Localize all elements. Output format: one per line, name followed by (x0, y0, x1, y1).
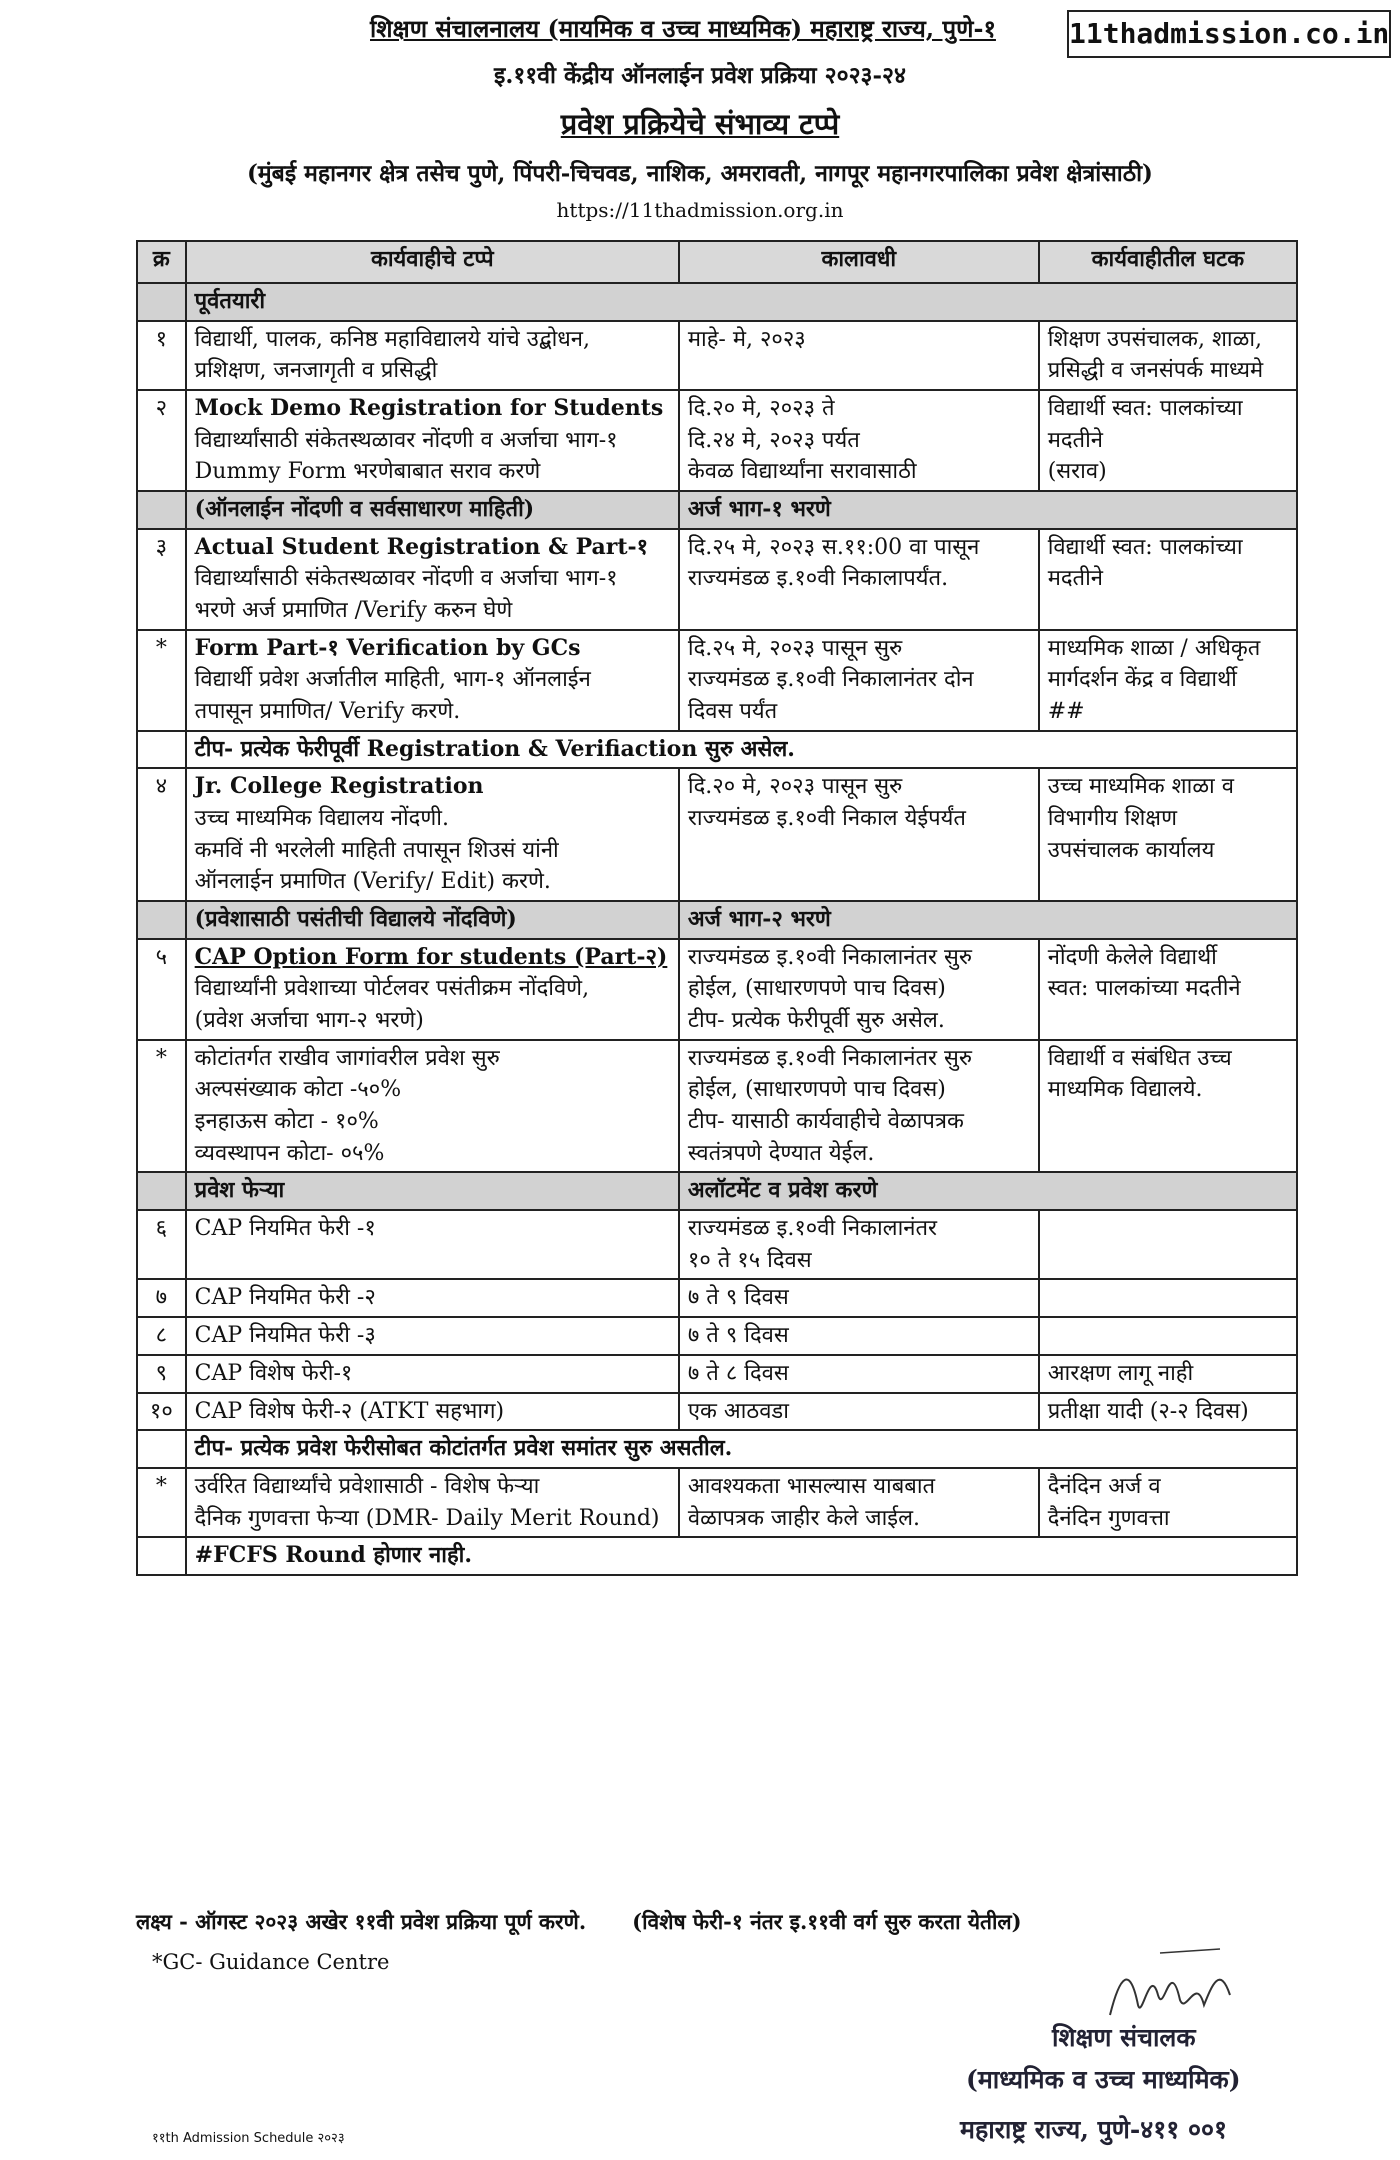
row-number: * (137, 1040, 186, 1173)
table-row (137, 1355, 1297, 1393)
duration-cell: राज्यमंडळ इ.१०वी निकालानंतर सुरु होईल, (साधारणपणे पाच दिवस) टीप- प्रत्येक फेरीपूर्वी सुरु असेल. (679, 939, 1039, 1040)
stage-cell: CAP नियमित फेरी -१ (186, 1210, 679, 1279)
table-row (137, 321, 1297, 390)
row-number: १ (137, 321, 186, 390)
table-row (137, 1393, 1297, 1431)
stamp-line-2: (माध्यमिक व उच्च माध्यमिक) (966, 2065, 1241, 2094)
page-title: प्रवेश प्रक्रियेचे संभाव्य टप्पे (560, 107, 840, 141)
duration-cell: राज्यमंडळ इ.१०वी निकालानंतर सुरु होईल, (साधारणपणे पाच दिवस) टीप- यासाठी कार्यवाहीचे वेळापत्रक स्वतंत्रपणे देण्यात येईल. (679, 1040, 1039, 1173)
table-row (137, 939, 1297, 1040)
duration-cell: ७ ते ९ दिवस (679, 1279, 1039, 1317)
stage-cell: विद्यार्थी, पालक, कनिष्ठ महाविद्यालये यांचे उद्बोधन, प्रशिक्षण, जनजागृती व प्रसिद्धी (186, 321, 679, 390)
duration-cell: दि.२५ मे, २०२३ पासून सुरु राज्यमंडळ इ.१०वी निकालानंतर दोन दिवस पर्यंत (679, 630, 1039, 731)
stage-cell: Mock Demo Registration for Students विद्यार्थ्यांसाठी संकेतस्थळावर नोंदणी व अर्जाचा भाग-१ Dummy Form भरणेबाबात सराव करणे (186, 390, 679, 491)
stage-cell: CAP विशेष फेरी-१ (186, 1355, 679, 1393)
stage-title: Form Part-१ Verification by GCs (194, 634, 581, 661)
table-row (137, 390, 1297, 491)
section-label-right: अर्ज भाग-२ भरणे (679, 901, 1297, 939)
duration-cell: दि.२० मे, २०२३ ते दि.२४ मे, २०२३ पर्यत केवळ विद्यार्थ्यांना सरावासाठी (679, 390, 1039, 491)
portal-url[interactable]: https://11thadmission.org.in (556, 198, 844, 222)
participants-cell (1039, 1210, 1297, 1279)
section-label-right: अर्ज भाग-१ भरणे (679, 491, 1297, 529)
duration-cell: ७ ते ८ दिवस (679, 1355, 1039, 1393)
row-number: * (137, 1468, 186, 1537)
table-row (137, 630, 1297, 731)
table-row (137, 529, 1297, 630)
participants-cell: उच्च माध्यमिक शाळा व विभागीय शिक्षण उपसंचालक कार्यालय (1039, 768, 1297, 901)
row-number: ८ (137, 1317, 186, 1355)
participants-cell (1039, 1279, 1297, 1317)
stage-cell: CAP Option Form for students (Part-२) विद्यार्थ्यांनी प्रवेशाच्या पोर्टलवर पसंतीक्रम नोंदविणे, (प्रवेश अर्जाचा भाग-२ भरणे) (186, 939, 679, 1040)
duration-cell: एक आठवडा (679, 1393, 1039, 1431)
table-row (137, 1210, 1297, 1279)
document-label: ११th Admission Schedule २०२३ (152, 2131, 345, 2146)
stage-title: Actual Student Registration & Part-१ (194, 533, 649, 560)
header-no: क्र (137, 241, 186, 283)
participants-cell: आरक्षण लागू नाही (1039, 1355, 1297, 1393)
row-number: ७ (137, 1279, 186, 1317)
section-label: प्रवेश फेऱ्या (186, 1172, 679, 1210)
row-number: ४ (137, 768, 186, 901)
header-duration: कालावधी (679, 241, 1039, 283)
target-text: लक्ष्य - ऑगस्ट २०२३ अखेर ११वी प्रवेश प्रक्रिया पूर्ण करणे. (136, 1909, 587, 1934)
note-text: टीप- प्रत्येक प्रवेश फेरीसोबत कोटांतर्गत प्रवेश समांतर सुरु असतील. (186, 1430, 1297, 1468)
note-text: #FCFS Round होणार नाही. (186, 1537, 1297, 1575)
stage-cell: CAP विशेष फेरी-२ (ATKT सहभाग) (186, 1393, 679, 1431)
section-label: (ऑनलाईन नोंदणी व सर्वसाधारण माहिती) (186, 491, 679, 529)
participants-cell: विद्यार्थी स्वत: पालकांच्या मदतीने (1039, 529, 1297, 630)
row-number: ९ (137, 1355, 186, 1393)
stage-cell: कोटांतर्गत राखीव जागांवरील प्रवेश सुरु अल्पसंख्याक कोटा -५०% इनहाऊस कोटा - १०% व्यवस्थापन कोटा- ०५% (186, 1040, 679, 1173)
header-stage: कार्यवाहीचे टप्पे (186, 241, 679, 283)
row-number: १० (137, 1393, 186, 1431)
target-line (136, 1908, 1336, 1936)
table-row (137, 768, 1297, 901)
stage-cell: उर्वरित विद्यार्थ्यांचे प्रवेशासाठी - विशेष फेऱ्या दैनिक गुणवत्ता फेऱ्या (DMR- Daily Merit Round) (186, 1468, 679, 1537)
note-text: टीप- प्रत्येक फेरीपूर्वी Registration & Verifiaction सुरु असेल. (186, 731, 1297, 769)
section-registration (137, 491, 1297, 529)
website-watermark: 11thadmission.co.in (1067, 10, 1391, 58)
participants-cell: माध्यमिक शाळा / अधिकृत मार्गदर्शन केंद्र व विद्यार्थी ## (1039, 630, 1297, 731)
note-row (137, 1430, 1297, 1468)
section-rounds (137, 1172, 1297, 1210)
stage-cell: CAP नियमित फेरी -३ (186, 1317, 679, 1355)
stage-title: Jr. College Registration (194, 773, 484, 800)
participants-cell (1039, 1317, 1297, 1355)
stamp-line-1: शिक्षण संचालक (1052, 2023, 1196, 2052)
stage-title: Mock Demo Registration for Students (194, 395, 664, 422)
participants-cell: विद्यार्थी व संबंधित उच्च माध्यमिक विद्यालये. (1039, 1040, 1297, 1173)
stage-cell: Actual Student Registration & Part-१ विद्यार्थ्यांसाठी संकेतस्थळावर नोंदणी व अर्जाचा भाग-१ भरणे अर्ज प्रमाणित /Verify करुन घेणे (186, 529, 679, 630)
participants-cell: नोंदणी केलेले विद्यार्थी स्वत: पालकांच्या मदतीने (1039, 939, 1297, 1040)
note-row (137, 731, 1297, 769)
table-row (137, 1317, 1297, 1355)
row-number: ५ (137, 939, 186, 1040)
stage-cell: Form Part-१ Verification by GCs विद्यार्थी प्रवेश अर्जातील माहिती, भाग-१ ऑनलाईन तपासून प्रमाणित/ Verify करणे. (186, 630, 679, 731)
schedule-table (136, 240, 1298, 1576)
row-number: * (137, 630, 186, 731)
duration-cell: दि.२० मे, २०२३ पासून सुरु राज्यमंडळ इ.१०वी निकाल येईपर्यंत (679, 768, 1039, 901)
table-row (137, 1040, 1297, 1173)
stage-title: CAP Option Form for students (Part-२) (194, 943, 668, 970)
duration-cell: ७ ते ९ दिवस (679, 1317, 1039, 1355)
duration-cell: राज्यमंडळ इ.१०वी निकालानंतर १० ते १५ दिवस (679, 1210, 1039, 1279)
section-label: पूर्वतयारी (186, 283, 1297, 321)
duration-cell: दि.२५ मे, २०२३ स.११:00 वा पासून राज्यमंडळ इ.१०वी निकालापर्यंत. (679, 529, 1039, 630)
stamp-line-3: महाराष्ट्र राज्य, पुणे-४११ ००१ (960, 2115, 1227, 2144)
stage-cell: Jr. College Registration उच्च माध्यमिक विद्यालय नोंदणी. कमविं नी भरलेली माहिती तपासून शिउसं यांनी ऑनलाईन प्रमाणित (Verify/ Edit) करणे. (186, 768, 679, 901)
participants-cell: दैनंदिन अर्ज व दैनंदिन गुणवत्ता (1039, 1468, 1297, 1537)
gc-footnote: *GC- Guidance Centre (152, 1950, 390, 1974)
regions-subtitle: (मुंबई महानगर क्षेत्र तसेच पुणे, पिंपरी-चिचवड, नाशिक, अमरावती, नागपूर महानगरपालिका प्रवेश क्षेत्रांसाठी) (247, 160, 1153, 187)
participants-cell: शिक्षण उपसंचालक, शाळा, प्रसिद्धी व जनसंपर्क माध्यमे (1039, 321, 1297, 390)
target-note: (विशेष फेरी-१ नंतर इ.११वी वर्ग सुरु करता येतील) (632, 1909, 1022, 1934)
table-row (137, 1279, 1297, 1317)
section-preferences (137, 901, 1297, 939)
table-row (137, 1468, 1297, 1537)
row-number: ६ (137, 1210, 186, 1279)
duration-cell: आवश्यकता भासल्यास याबबात वेळापत्रक जाहीर केले जाईल. (679, 1468, 1039, 1537)
stage-cell: CAP नियमित फेरी -२ (186, 1279, 679, 1317)
section-label-right: अलॉटमेंट व प्रवेश करणे (679, 1172, 1297, 1210)
participants-cell: प्रतीक्षा यादी (२-२ दिवस) (1039, 1393, 1297, 1431)
table-header-row (137, 241, 1297, 283)
row-number: २ (137, 390, 186, 491)
participants-cell: विद्यार्थी स्वत: पालकांच्या मदतीने (सराव) (1039, 390, 1297, 491)
duration-cell: माहे- मे, २०२३ (679, 321, 1039, 390)
directorate-line: शिक्षण संचालनालय (मायमिक व उच्च माध्यमिक) महाराष्ट्र राज्य, पुणे-१ (370, 14, 996, 43)
row-number: ३ (137, 529, 186, 630)
note-row (137, 1537, 1297, 1575)
section-preparation (137, 283, 1297, 321)
section-label: (प्रवेशासाठी पसंतीची विद्यालये नोंदविणे) (186, 901, 679, 939)
process-line: इ.११वी केंद्रीय ऑनलाईन प्रवेश प्रक्रिया २०२३-२४ (494, 62, 906, 89)
header-participants: कार्यवाहीतील घटक (1039, 241, 1297, 283)
